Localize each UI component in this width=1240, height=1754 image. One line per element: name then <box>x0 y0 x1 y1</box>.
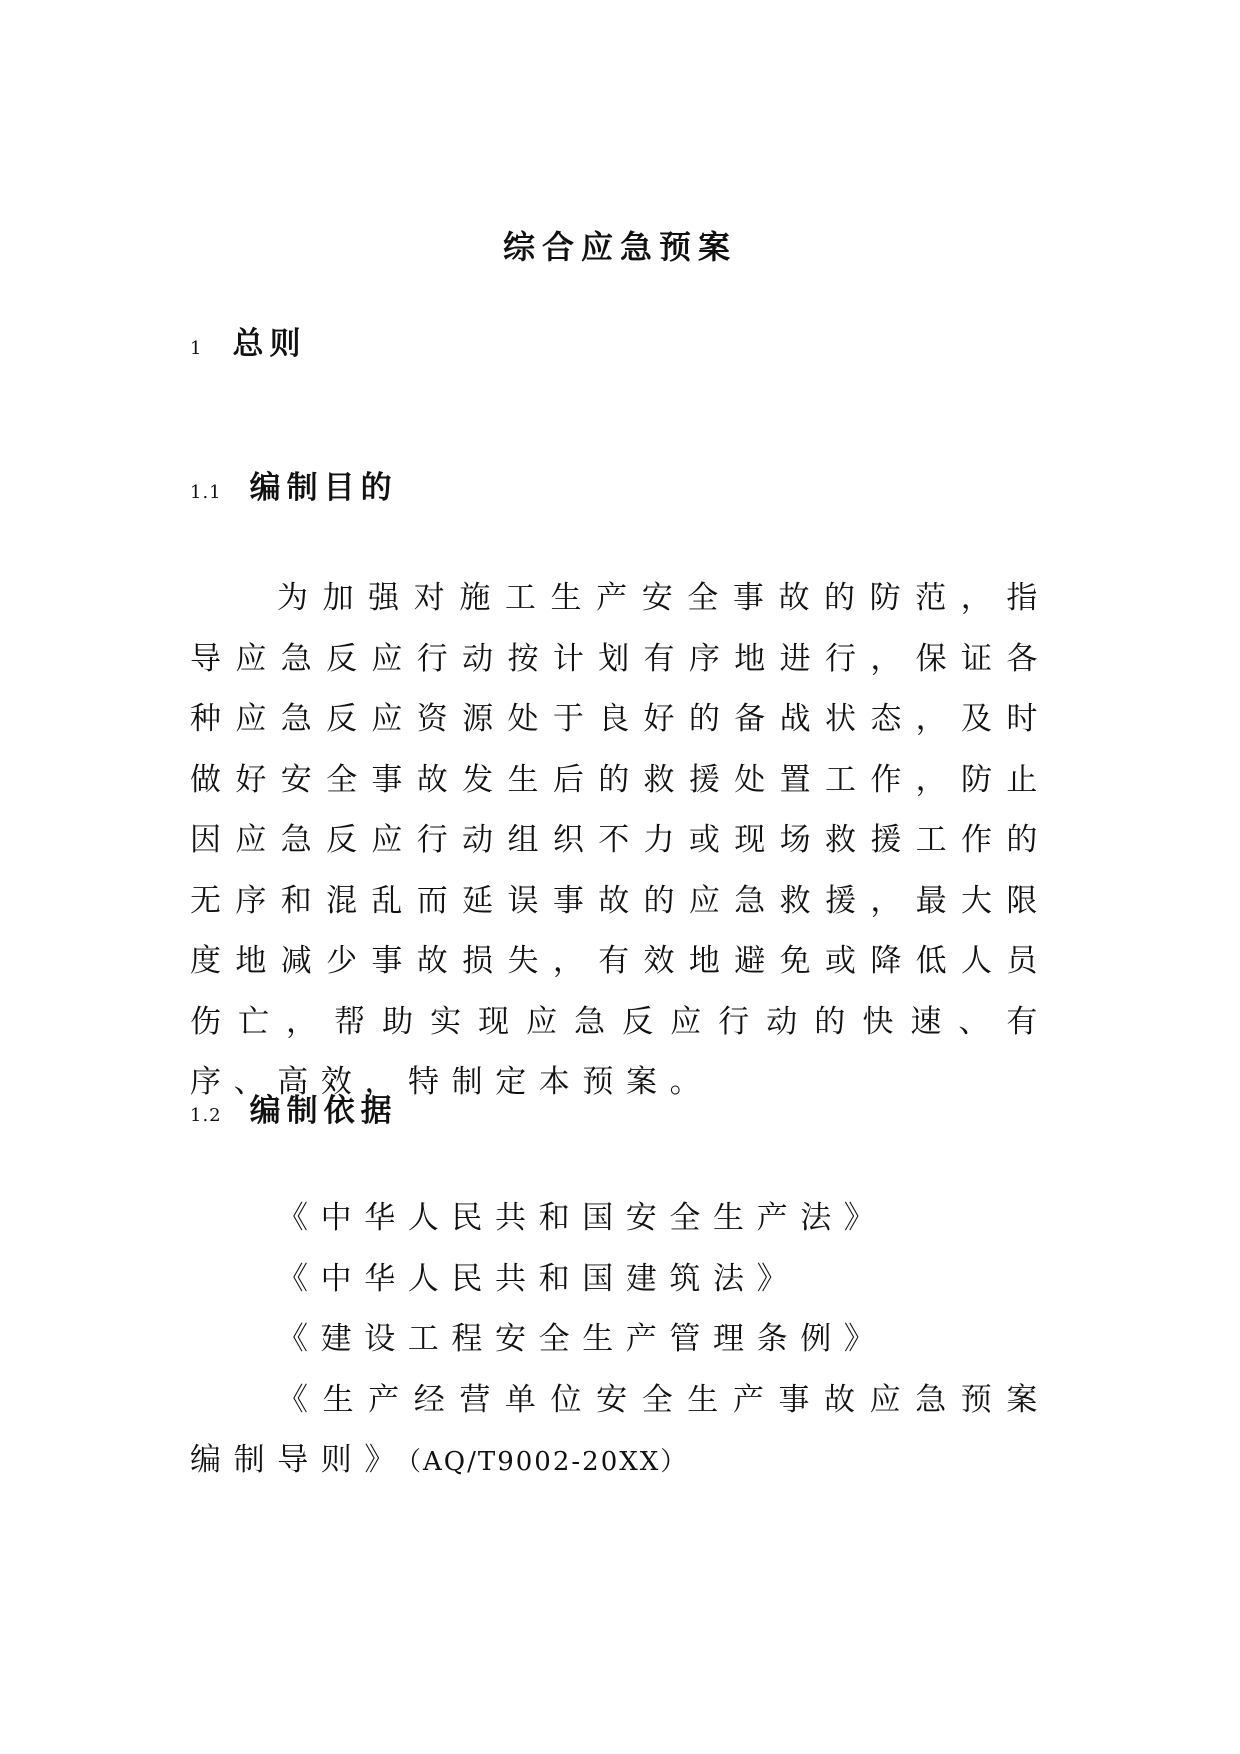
document-title: 综合应急预案 <box>502 228 737 266</box>
basis-item-title: 《生产经营单位安全生产事故应急预案编制导则》 <box>190 1381 1050 1478</box>
section-title: 编制目的 <box>249 470 398 506</box>
section-heading-purpose <box>190 462 398 507</box>
section-number: 1.2 <box>190 1105 222 1126</box>
section-heading-basis <box>190 1085 398 1130</box>
section-title: 编制依据 <box>249 1093 398 1129</box>
basis-item: 《建设工程安全生产管理条例》 <box>277 1321 888 1357</box>
purpose-paragraph: 为加强对施工生产安全事故的防范，指导应急反应行动按计划有序地进行，保证各种应急反应资源处于良好的备战状态，及时做好安全事故发生后的救援处置工作，防止因应急反应行动组织不力或现场救援工作的无序和混乱而延误事故的应急救援，最大限度地减少事故损失，有效地避免或降低人员伤亡，帮助实现应急反应行动的快速、有序、高效，特制定本预案。 <box>190 580 1050 1100</box>
basis-item: 《中华人民共和国建筑法》 <box>277 1260 801 1297</box>
basis-list <box>190 1188 1050 1493</box>
section-title: 总则 <box>232 326 307 362</box>
section-number: 1.1 <box>190 482 222 503</box>
standard-code: （AQ/T9002-20XX） <box>408 1447 689 1477</box>
basis-item: 《中华人民共和国安全生产法》 <box>277 1200 888 1236</box>
section-heading-general <box>190 318 306 363</box>
basis-item <box>190 1370 1050 1493</box>
section-number: 1 <box>190 338 203 359</box>
